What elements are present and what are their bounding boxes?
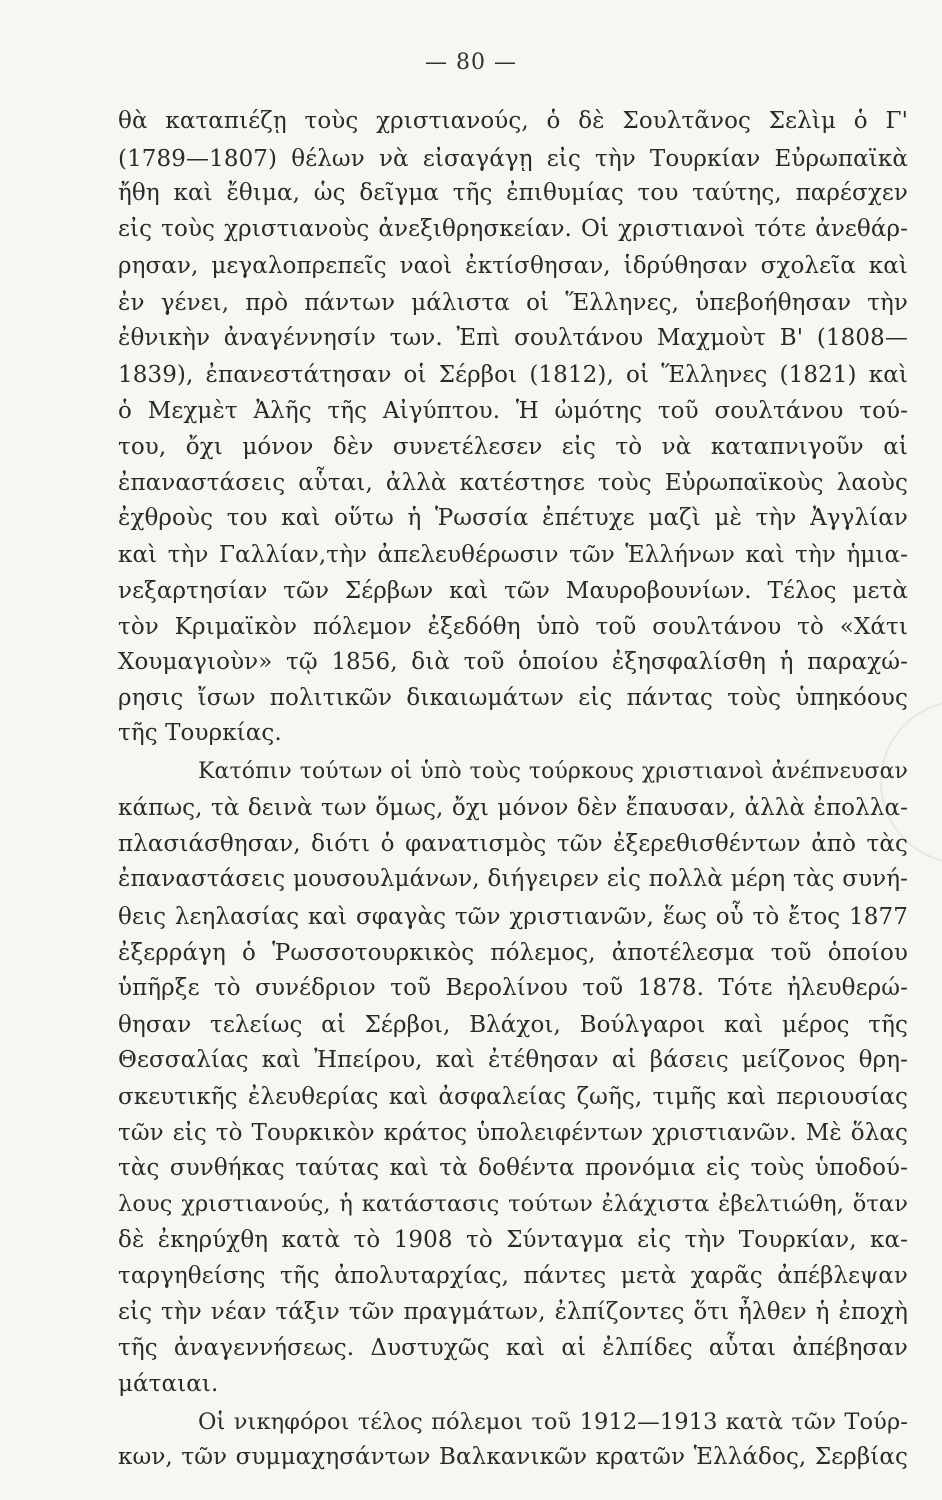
text-line: 1839), ἐπανεστάτησαν οἱ Σέρβοι (1812), οἱ Ἕλληνες (1821) καὶ — [118, 362, 908, 388]
text-line: κάπως, τὰ δεινὰ των ὅμως, ὄχι μόνον δὲν ἔπαυσαν, ἀλλὰ ἐπολλα- — [118, 795, 908, 821]
text-line: λους χριστιανούς, ἡ κατάστασις τούτων ἐλάχιστα ἐβελτιώθη, ὅταν — [118, 1191, 908, 1217]
text-line: σκευτικῆς ἐλευθερίας καὶ ἀσφαλείας ζωῆς, τιμῆς καὶ περιουσίας — [118, 1084, 908, 1110]
text-line: θὰ καταπιέζῃ τοὺς χριστιανούς, ὁ δὲ Σουλτᾶνος Σελὶμ ὁ Γ' — [118, 108, 908, 134]
text-line: ἐπαναστάσεις αὗται, ἀλλὰ κατέστησε τοὺς Εὐρωπαϊκοὺς λαοὺς — [118, 470, 908, 496]
text-line: μάταιαι. — [118, 1371, 219, 1397]
text-line: τῶν εἰς τὸ Τουρκικὸν κράτος ὑπολειφέντων χριστιανῶν. Μὲ ὅλας — [118, 1120, 908, 1146]
text-line: ρησις ἴσων πολιτικῶν δικαιωμάτων εἰς πάντας τοὺς ὑπηκόους — [118, 685, 908, 711]
text-line: (1789—1807) θέλων νὰ εἰσαγάγῃ εἰς τὴν Τουρκίαν Εὐρωπαϊκὰ — [118, 146, 908, 172]
text-line: θησαν τελείως αἱ Σέρβοι, Βλάχοι, Βούλγαροι καὶ μέρος τῆς — [118, 1012, 908, 1038]
text-line: ρησαν, μεγαλοπρεπεῖς ναοὶ ἐκτίσθησαν, ἱδρύθησαν σχολεῖα καὶ — [118, 253, 908, 279]
text-line: Οἱ νικηφόροι τέλος πόλεμοι τοῦ 1912—1913 κατὰ τῶν Τούρ- — [198, 1409, 908, 1435]
text-line: πλασιάσθησαν, διότι ὁ φανατισμὸς τῶν ἐξερεθισθέντων ἀπὸ τὰς — [118, 831, 908, 857]
text-line: του, ὄχι μόνον δὲν συνετέλεσεν εἰς τὸ νὰ καταπνιγοῦν αἱ — [118, 434, 908, 460]
text-line: καὶ τὴν Γαλλίαν,τὴν ἀπελευθέρωσιν τῶν Ἑλλήνων καὶ τὴν ἡμια- — [118, 542, 908, 568]
text-line: ἐξερράγη ὁ Ῥωσσοτουρκικὸς πόλεμος, ἀποτέλεσμα τοῦ ὁποίου — [118, 940, 908, 966]
text-line: τῆς Τουρκίας. — [118, 720, 282, 746]
text-line: Κατόπιν τούτων οἱ ὑπὸ τοὺς τούρκους χριστιανοὶ ἀνέπνευσαν — [198, 759, 908, 784]
text-line: νεξαρτησίαν τῶν Σέρβων καὶ τῶν Μαυροβουνίων. Τέλος μετὰ — [118, 578, 908, 604]
text-line: δὲ ἐκηρύχθη κατὰ τὸ 1908 τὸ Σύνταγμα εἰς τὴν Τουρκίαν, κα- — [118, 1227, 908, 1253]
text-line: εἰς τοὺς χριστιανοὺς ἀνεξιθρησκείαν. Οἱ χριστιανοὶ τότε ἀνεθάρ- — [118, 216, 908, 242]
text-line: τὰς συνθήκας ταύτας καὶ τὰ δοθέντα προνόμια εἰς τοὺς ὑποδού- — [118, 1155, 908, 1181]
text-line: κων, τῶν συμμαχησάντων Βαλκανικῶν κρατῶν Ἑλλάδος, Σερβίας — [118, 1444, 908, 1470]
text-line: Θεσσαλίας καὶ Ἠπείρου, καὶ ἐτέθησαν αἱ βάσεις μείζονος θρη- — [118, 1047, 908, 1073]
text-line: ὁ Μεχμὲτ Ἀλῆς τῆς Αἰγύπτου. Ἡ ὠμότης τοῦ σουλτάνου τού- — [118, 398, 908, 424]
text-line: ἐπαναστάσεις μουσουλμάνων, διήγειρεν εἰς πολλὰ μέρη τὰς συνή- — [118, 866, 908, 892]
text-line: ἐθνικὴν ἀναγέννησίν των. Ἐπὶ σουλτάνου Μαχμοὺτ Β' (1808— — [118, 325, 908, 351]
text-line: ὑπῆρξε τὸ συνέδριον τοῦ Βερολίνου τοῦ 1878. Τότε ἠλευθερώ- — [118, 975, 908, 1001]
text-line: τῆς ἀναγεννήσεως. Δυστυχῶς καὶ αἱ ἐλπίδες αὗται ἀπέβησαν — [118, 1335, 908, 1361]
text-line: εἰς τὴν νέαν τάξιν τῶν πραγμάτων, ἐλπίζοντες ὅτι ἦλθεν ἡ ἐποχὴ — [118, 1299, 908, 1325]
text-line: ἤθη καὶ ἔθιμα, ὡς δεῖγμα τῆς ἐπιθυμίας του ταύτης, παρέσχεν — [118, 180, 908, 206]
text-line: τὸν Κριμαϊκὸν πόλεμον ἐξεδόθη ὑπὸ τοῦ σουλτάνου τὸ «Χάτι — [118, 614, 908, 640]
text-line: ἐχθροὺς του καὶ οὕτω ἡ Ῥωσσία ἐπέτυχε μαζὶ μὲ τὴν Ἀγγλίαν — [118, 505, 908, 531]
text-line: Χουμαγιοὺν» τῷ 1856, διὰ τοῦ ὁποίου ἐξησφαλίσθη ἡ παραχώ- — [118, 649, 908, 675]
text-line: θεις λεηλασίας καὶ σφαγὰς τῶν χριστιανῶν, ἕως οὗ τὸ ἔτος 1877 — [118, 904, 908, 930]
text-line: ἐν γένει, πρὸ πάντων μάλιστα οἱ Ἕλληνες, ὑπεβοήθησαν τὴν — [118, 290, 908, 316]
page-number: — 80 — — [425, 50, 517, 75]
text-line: ταργηθείσης τῆς ἀπολυταρχίας, πάντες μετὰ χαρᾶς ἀπέβλεψαν — [118, 1263, 908, 1289]
